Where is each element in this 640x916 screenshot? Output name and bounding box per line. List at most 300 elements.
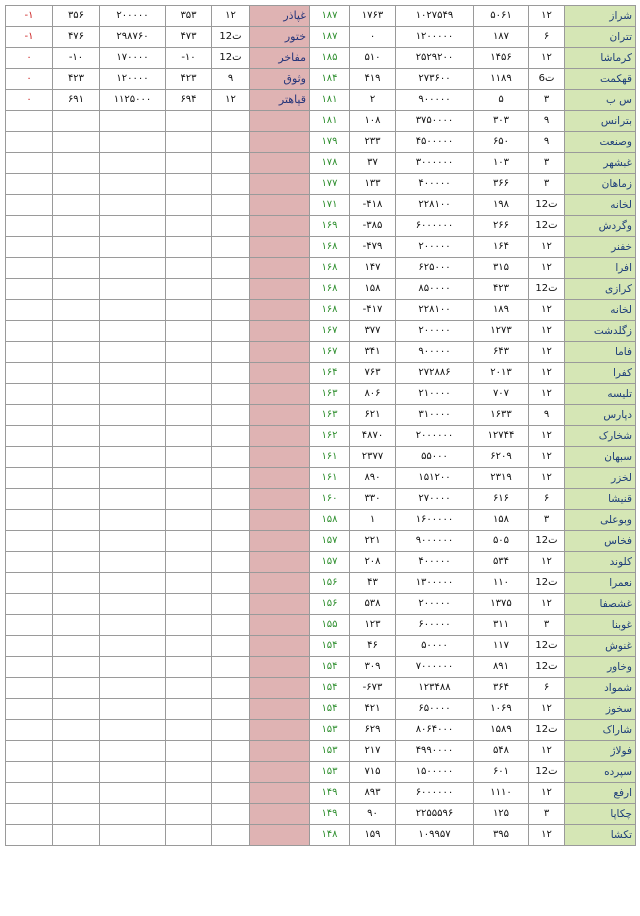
main-cell-c2[interactable]: ۲۳۱۹ (474, 468, 529, 489)
empty-cell[interactable] (250, 741, 310, 762)
paired-cell-change[interactable]: -۱ (6, 6, 53, 27)
empty-cell[interactable] (53, 279, 100, 300)
empty-cell[interactable] (6, 720, 53, 741)
main-cell-c1[interactable]: 12ت (529, 720, 565, 741)
empty-cell[interactable] (166, 720, 212, 741)
empty-cell[interactable] (212, 405, 250, 426)
empty-cell[interactable] (100, 153, 166, 174)
main-cell-name[interactable]: کلوند (565, 552, 636, 573)
empty-cell[interactable] (166, 636, 212, 657)
main-cell-c2[interactable]: ۱۵۸۹ (474, 720, 529, 741)
paired-cell-p1[interactable]: 12ت (212, 27, 250, 48)
empty-cell[interactable] (212, 216, 250, 237)
empty-cell[interactable] (212, 573, 250, 594)
empty-cell[interactable] (6, 111, 53, 132)
main-cell-c1[interactable]: ۱۲ (529, 468, 565, 489)
empty-cell[interactable] (53, 363, 100, 384)
empty-cell[interactable] (166, 342, 212, 363)
main-cell-name[interactable]: چکاپا (565, 804, 636, 825)
main-cell-c4[interactable]: ۱ (350, 510, 396, 531)
main-cell-code[interactable]: ۱۶۸ (310, 258, 350, 279)
main-cell-c1[interactable]: 12ت (529, 762, 565, 783)
main-cell-c3[interactable]: ۹۰۰۰۰۰ (396, 90, 474, 111)
paired-cell-p3[interactable]: ۱۲۰۰۰۰ (100, 69, 166, 90)
main-cell-c3[interactable]: ۲۵۲۹۲۰۰ (396, 48, 474, 69)
main-cell-name[interactable]: خفنر (565, 237, 636, 258)
main-cell-c4[interactable]: ۲۱۷ (350, 741, 396, 762)
empty-cell[interactable] (6, 216, 53, 237)
main-cell-c2[interactable]: ۱۳۷۵ (474, 594, 529, 615)
main-cell-c1[interactable]: ۹ (529, 132, 565, 153)
main-cell-code[interactable]: ۱۶۲ (310, 426, 350, 447)
empty-cell[interactable] (166, 426, 212, 447)
main-cell-c3[interactable]: ۵۵۰۰۰ (396, 447, 474, 468)
empty-cell[interactable] (212, 153, 250, 174)
empty-cell[interactable] (100, 426, 166, 447)
empty-cell[interactable] (166, 678, 212, 699)
main-cell-code[interactable]: ۱۸۷ (310, 27, 350, 48)
main-cell-c1[interactable]: 12ت (529, 195, 565, 216)
empty-cell[interactable] (250, 678, 310, 699)
main-cell-c2[interactable]: ۱۲۷۳ (474, 321, 529, 342)
empty-cell[interactable] (212, 489, 250, 510)
empty-cell[interactable] (212, 426, 250, 447)
empty-cell[interactable] (166, 153, 212, 174)
empty-cell[interactable] (6, 573, 53, 594)
paired-cell-change[interactable]: ۰ (6, 48, 53, 69)
main-cell-name[interactable]: شخارک (565, 426, 636, 447)
main-cell-c4[interactable]: ۱۴۷ (350, 258, 396, 279)
empty-cell[interactable] (166, 657, 212, 678)
main-cell-code[interactable]: ۱۵۷ (310, 552, 350, 573)
main-cell-c1[interactable]: 12ت (529, 573, 565, 594)
main-cell-c3[interactable]: ۱۵۰۰۰۰۰ (396, 762, 474, 783)
empty-cell[interactable] (212, 657, 250, 678)
empty-cell[interactable] (166, 279, 212, 300)
paired-cell-p4[interactable]: ۶۹۱ (53, 90, 100, 111)
main-cell-c3[interactable]: ۲۰۰۰۰۰ (396, 237, 474, 258)
main-cell-c1[interactable]: ۱۲ (529, 741, 565, 762)
empty-cell[interactable] (100, 405, 166, 426)
main-cell-c1[interactable]: ۱۲ (529, 552, 565, 573)
paired-cell-p3[interactable]: ۲۰۰۰۰۰ (100, 6, 166, 27)
main-cell-c1[interactable]: 6ت (529, 69, 565, 90)
main-cell-c2[interactable]: ۱۰۶۹ (474, 699, 529, 720)
empty-cell[interactable] (166, 699, 212, 720)
main-cell-c2[interactable]: ۱۶۴ (474, 237, 529, 258)
empty-cell[interactable] (53, 573, 100, 594)
empty-cell[interactable] (6, 132, 53, 153)
empty-cell[interactable] (6, 447, 53, 468)
main-cell-c4[interactable]: ۲۲۱ (350, 531, 396, 552)
main-cell-name[interactable]: قهکمت (565, 69, 636, 90)
empty-cell[interactable] (250, 195, 310, 216)
empty-cell[interactable] (6, 405, 53, 426)
paired-cell-p3[interactable]: ۲۹۸۷۶۰ (100, 27, 166, 48)
empty-cell[interactable] (212, 279, 250, 300)
empty-cell[interactable] (212, 762, 250, 783)
main-cell-c3[interactable]: ۲۰۰۰۰۰ (396, 321, 474, 342)
main-cell-code[interactable]: ۱۶۳ (310, 384, 350, 405)
main-cell-c4[interactable]: ۴۱۹ (350, 69, 396, 90)
main-cell-c3[interactable]: ۸۰۶۴۰۰۰ (396, 720, 474, 741)
main-cell-c2[interactable]: ۶۰۱ (474, 762, 529, 783)
main-cell-c4[interactable]: ۸۹۰ (350, 468, 396, 489)
main-cell-c3[interactable]: ۹۰۰۰۰۰۰ (396, 531, 474, 552)
empty-cell[interactable] (250, 321, 310, 342)
empty-cell[interactable] (212, 132, 250, 153)
main-cell-code[interactable]: ۱۸۱ (310, 90, 350, 111)
empty-cell[interactable] (212, 342, 250, 363)
empty-cell[interactable] (100, 678, 166, 699)
main-cell-code[interactable]: ۱۶۴ (310, 363, 350, 384)
main-cell-c4[interactable]: ۵۳۸ (350, 594, 396, 615)
empty-cell[interactable] (100, 615, 166, 636)
paired-cell-p2[interactable]: -۱۰ (166, 48, 212, 69)
main-cell-code[interactable]: ۱۵۳ (310, 720, 350, 741)
empty-cell[interactable] (100, 468, 166, 489)
main-cell-name[interactable]: غنوش (565, 636, 636, 657)
main-cell-c1[interactable]: ۱۲ (529, 447, 565, 468)
empty-cell[interactable] (100, 531, 166, 552)
empty-cell[interactable] (166, 510, 212, 531)
paired-cell-p1[interactable]: ۱۲ (212, 90, 250, 111)
main-cell-c1[interactable]: ۱۲ (529, 594, 565, 615)
paired-cell-p2[interactable]: ۶۹۴ (166, 90, 212, 111)
main-cell-name[interactable]: لخانه (565, 300, 636, 321)
empty-cell[interactable] (53, 489, 100, 510)
empty-cell[interactable] (100, 342, 166, 363)
empty-cell[interactable] (212, 678, 250, 699)
empty-cell[interactable] (100, 552, 166, 573)
main-cell-code[interactable]: ۱۶۰ (310, 489, 350, 510)
main-cell-c2[interactable]: ۲۶۶ (474, 216, 529, 237)
empty-cell[interactable] (166, 174, 212, 195)
main-cell-c1[interactable]: ۹ (529, 111, 565, 132)
empty-cell[interactable] (53, 426, 100, 447)
main-cell-code[interactable]: ۱۶۷ (310, 342, 350, 363)
main-cell-name[interactable]: لخانه (565, 195, 636, 216)
main-cell-code[interactable]: ۱۷۸ (310, 153, 350, 174)
empty-cell[interactable] (166, 615, 212, 636)
main-cell-c1[interactable]: ۱۲ (529, 699, 565, 720)
empty-cell[interactable] (250, 153, 310, 174)
main-cell-c2[interactable]: ۵ (474, 90, 529, 111)
main-cell-code[interactable]: ۱۵۴ (310, 678, 350, 699)
empty-cell[interactable] (166, 594, 212, 615)
paired-cell-change[interactable]: ۰ (6, 69, 53, 90)
empty-cell[interactable] (166, 573, 212, 594)
empty-cell[interactable] (100, 741, 166, 762)
main-cell-c2[interactable]: ۶۲۰۹ (474, 447, 529, 468)
main-cell-c3[interactable]: ۶۰۰۰۰۰ (396, 615, 474, 636)
empty-cell[interactable] (6, 783, 53, 804)
empty-cell[interactable] (6, 279, 53, 300)
empty-cell[interactable] (6, 741, 53, 762)
main-cell-code[interactable]: ۱۵۵ (310, 615, 350, 636)
main-cell-c4[interactable]: ۵۱۰ (350, 48, 396, 69)
main-cell-name[interactable]: افرا (565, 258, 636, 279)
main-cell-c4[interactable]: -۴۷۹ (350, 237, 396, 258)
paired-cell-p3[interactable]: ۱۱۲۵۰۰۰ (100, 90, 166, 111)
main-cell-c4[interactable]: ۹۰ (350, 804, 396, 825)
main-cell-code[interactable]: ۱۵۳ (310, 762, 350, 783)
empty-cell[interactable] (53, 174, 100, 195)
main-cell-code[interactable]: ۱۷۷ (310, 174, 350, 195)
main-cell-c1[interactable]: ۱۲ (529, 6, 565, 27)
empty-cell[interactable] (53, 342, 100, 363)
main-cell-c1[interactable]: 12ت (529, 636, 565, 657)
main-cell-c3[interactable]: ۳۷۵۰۰۰۰ (396, 111, 474, 132)
paired-cell-change[interactable]: -۱ (6, 27, 53, 48)
empty-cell[interactable] (166, 300, 212, 321)
main-cell-c1[interactable]: ۱۲ (529, 342, 565, 363)
empty-cell[interactable] (212, 825, 250, 846)
main-cell-c1[interactable]: ۳ (529, 615, 565, 636)
main-cell-c4[interactable]: ۱۷۶۳ (350, 6, 396, 27)
empty-cell[interactable] (6, 321, 53, 342)
main-cell-c4[interactable]: ۴۳ (350, 573, 396, 594)
empty-cell[interactable] (250, 447, 310, 468)
empty-cell[interactable] (212, 531, 250, 552)
main-cell-code[interactable]: ۱۵۴ (310, 699, 350, 720)
main-cell-c2[interactable]: ۶۵۰ (474, 132, 529, 153)
main-cell-c4[interactable]: ۲۳۳ (350, 132, 396, 153)
main-cell-c2[interactable]: ۶۱۶ (474, 489, 529, 510)
main-cell-name[interactable]: فخاس (565, 531, 636, 552)
empty-cell[interactable] (100, 279, 166, 300)
empty-cell[interactable] (53, 531, 100, 552)
empty-cell[interactable] (100, 825, 166, 846)
main-cell-c4[interactable]: ۷۱۵ (350, 762, 396, 783)
main-cell-c2[interactable]: ۱۶۳۳ (474, 405, 529, 426)
empty-cell[interactable] (100, 636, 166, 657)
main-cell-c2[interactable]: ۷۰۷ (474, 384, 529, 405)
main-cell-code[interactable]: ۱۶۹ (310, 216, 350, 237)
main-cell-code[interactable]: ۱۶۸ (310, 279, 350, 300)
main-cell-c4[interactable]: ۴۶ (350, 636, 396, 657)
main-cell-c2[interactable]: ۲۰۱۳ (474, 363, 529, 384)
empty-cell[interactable] (6, 363, 53, 384)
empty-cell[interactable] (166, 552, 212, 573)
empty-cell[interactable] (6, 174, 53, 195)
main-cell-c1[interactable]: ۳ (529, 804, 565, 825)
empty-cell[interactable] (250, 237, 310, 258)
paired-cell-pname[interactable]: مفاخر (250, 48, 310, 69)
empty-cell[interactable] (166, 468, 212, 489)
paired-cell-p1[interactable]: ۱۲ (212, 6, 250, 27)
empty-cell[interactable] (6, 678, 53, 699)
main-cell-code[interactable]: ۱۶۸ (310, 237, 350, 258)
empty-cell[interactable] (53, 741, 100, 762)
empty-cell[interactable] (250, 111, 310, 132)
empty-cell[interactable] (212, 300, 250, 321)
main-cell-name[interactable]: تکشا (565, 825, 636, 846)
main-cell-c1[interactable]: ۱۲ (529, 321, 565, 342)
main-cell-name[interactable]: کرازی (565, 279, 636, 300)
empty-cell[interactable] (6, 552, 53, 573)
paired-cell-p3[interactable]: ۱۷۰۰۰۰ (100, 48, 166, 69)
main-cell-c3[interactable]: ۱۲۳۴۸۸ (396, 678, 474, 699)
main-cell-c3[interactable]: ۲۷۳۶۰۰ (396, 69, 474, 90)
main-cell-c1[interactable]: ۶ (529, 489, 565, 510)
empty-cell[interactable] (6, 384, 53, 405)
empty-cell[interactable] (250, 132, 310, 153)
main-cell-c2[interactable]: ۴۲۳ (474, 279, 529, 300)
main-cell-c1[interactable]: ۳ (529, 153, 565, 174)
empty-cell[interactable] (6, 510, 53, 531)
empty-cell[interactable] (100, 594, 166, 615)
main-cell-c4[interactable]: ۴۲۱ (350, 699, 396, 720)
main-cell-c2[interactable]: ۸۹۱ (474, 657, 529, 678)
empty-cell[interactable] (53, 132, 100, 153)
main-cell-c4[interactable]: -۴۱۷ (350, 300, 396, 321)
main-cell-c1[interactable]: ۱۲ (529, 300, 565, 321)
empty-cell[interactable] (100, 111, 166, 132)
empty-cell[interactable] (212, 741, 250, 762)
main-cell-code[interactable]: ۱۷۹ (310, 132, 350, 153)
main-cell-c1[interactable]: ۳ (529, 510, 565, 531)
main-cell-c1[interactable]: ۱۲ (529, 258, 565, 279)
main-cell-c4[interactable]: ۰ (350, 27, 396, 48)
empty-cell[interactable] (6, 762, 53, 783)
empty-cell[interactable] (6, 300, 53, 321)
main-cell-c4[interactable]: ۷۶۳ (350, 363, 396, 384)
main-cell-code[interactable]: ۱۶۱ (310, 468, 350, 489)
empty-cell[interactable] (53, 195, 100, 216)
empty-cell[interactable] (166, 384, 212, 405)
paired-cell-p2[interactable]: ۴۷۳ (166, 27, 212, 48)
empty-cell[interactable] (250, 216, 310, 237)
main-cell-c3[interactable]: ۴۰۰۰۰۰ (396, 552, 474, 573)
empty-cell[interactable] (212, 804, 250, 825)
main-cell-c3[interactable]: ۲۲۸۱۰۰ (396, 195, 474, 216)
paired-cell-pname[interactable]: وثوق (250, 69, 310, 90)
empty-cell[interactable] (100, 489, 166, 510)
main-cell-name[interactable]: وگردش (565, 216, 636, 237)
empty-cell[interactable] (166, 405, 212, 426)
empty-cell[interactable] (53, 720, 100, 741)
main-cell-c1[interactable]: ۱۲ (529, 48, 565, 69)
main-cell-code[interactable]: ۱۶۳ (310, 405, 350, 426)
empty-cell[interactable] (250, 762, 310, 783)
main-cell-name[interactable]: دپارس (565, 405, 636, 426)
main-cell-c2[interactable]: ۳۱۵ (474, 258, 529, 279)
empty-cell[interactable] (53, 615, 100, 636)
main-cell-c3[interactable]: ۶۰۰۰۰۰۰ (396, 783, 474, 804)
main-cell-c3[interactable]: ۶۵۰۰۰۰ (396, 699, 474, 720)
empty-cell[interactable] (53, 594, 100, 615)
empty-cell[interactable] (212, 258, 250, 279)
empty-cell[interactable] (250, 825, 310, 846)
main-cell-name[interactable]: زماهان (565, 174, 636, 195)
empty-cell[interactable] (250, 804, 310, 825)
empty-cell[interactable] (100, 132, 166, 153)
empty-cell[interactable] (250, 783, 310, 804)
empty-cell[interactable] (250, 531, 310, 552)
main-cell-code[interactable]: ۱۸۱ (310, 111, 350, 132)
main-cell-code[interactable]: ۱۵۳ (310, 741, 350, 762)
main-cell-code[interactable]: ۱۴۹ (310, 804, 350, 825)
paired-cell-p2[interactable]: ۳۵۳ (166, 6, 212, 27)
main-cell-c3[interactable]: ۷۰۰۰۰۰۰ (396, 657, 474, 678)
empty-cell[interactable] (53, 468, 100, 489)
empty-cell[interactable] (166, 804, 212, 825)
empty-cell[interactable] (53, 405, 100, 426)
main-cell-name[interactable]: غشصفا (565, 594, 636, 615)
main-cell-c3[interactable]: ۴۵۰۰۰۰۰ (396, 132, 474, 153)
main-cell-c2[interactable]: ۵۴۸ (474, 741, 529, 762)
main-cell-c3[interactable]: ۳۰۰۰۰۰۰ (396, 153, 474, 174)
main-cell-c2[interactable]: ۱۸۹ (474, 300, 529, 321)
main-cell-code[interactable]: ۱۶۸ (310, 300, 350, 321)
main-cell-code[interactable]: ۱۵۴ (310, 636, 350, 657)
empty-cell[interactable] (212, 237, 250, 258)
main-cell-code[interactable]: ۱۶۷ (310, 321, 350, 342)
main-cell-c3[interactable]: ۱۰۹۹۵۷ (396, 825, 474, 846)
main-cell-name[interactable]: وبوعلی (565, 510, 636, 531)
empty-cell[interactable] (250, 489, 310, 510)
main-cell-name[interactable]: غوبنا (565, 615, 636, 636)
empty-cell[interactable] (166, 195, 212, 216)
empty-cell[interactable] (6, 636, 53, 657)
paired-cell-p4[interactable]: ۴۲۳ (53, 69, 100, 90)
empty-cell[interactable] (100, 804, 166, 825)
empty-cell[interactable] (6, 153, 53, 174)
empty-cell[interactable] (250, 279, 310, 300)
main-cell-c3[interactable]: ۱۰۲۷۵۴۹ (396, 6, 474, 27)
main-cell-c2[interactable]: ۱۱۱۰ (474, 783, 529, 804)
main-cell-c1[interactable]: ۱۲ (529, 825, 565, 846)
main-cell-name[interactable]: لخزر (565, 468, 636, 489)
main-cell-c2[interactable]: ۳۱۱ (474, 615, 529, 636)
main-cell-name[interactable]: غبشهر (565, 153, 636, 174)
main-cell-c2[interactable]: ۳۰۳ (474, 111, 529, 132)
empty-cell[interactable] (250, 405, 310, 426)
main-cell-c4[interactable]: ۶۲۱ (350, 405, 396, 426)
empty-cell[interactable] (166, 237, 212, 258)
empty-cell[interactable] (53, 300, 100, 321)
main-cell-c4[interactable]: ۸۹۳ (350, 783, 396, 804)
empty-cell[interactable] (166, 111, 212, 132)
empty-cell[interactable] (166, 489, 212, 510)
main-cell-c4[interactable]: ۲ (350, 90, 396, 111)
main-cell-c2[interactable]: ۱۱۷ (474, 636, 529, 657)
main-cell-c4[interactable]: ۳۳۰ (350, 489, 396, 510)
main-cell-name[interactable]: شراز (565, 6, 636, 27)
main-cell-code[interactable]: ۱۵۴ (310, 657, 350, 678)
empty-cell[interactable] (250, 174, 310, 195)
empty-cell[interactable] (6, 615, 53, 636)
empty-cell[interactable] (212, 783, 250, 804)
empty-cell[interactable] (6, 699, 53, 720)
main-cell-c4[interactable]: -۴۱۸ (350, 195, 396, 216)
main-cell-code[interactable]: ۱۶۱ (310, 447, 350, 468)
main-cell-c1[interactable]: 12ت (529, 657, 565, 678)
main-cell-c1[interactable]: ۱۲ (529, 426, 565, 447)
main-cell-c3[interactable]: ۲۰۰۰۰۰۰ (396, 426, 474, 447)
empty-cell[interactable] (166, 531, 212, 552)
main-cell-c3[interactable]: ۳۱۰۰۰۰ (396, 405, 474, 426)
main-cell-c2[interactable]: ۱۴۵۶ (474, 48, 529, 69)
empty-cell[interactable] (53, 678, 100, 699)
main-cell-c2[interactable]: ۱۸۷ (474, 27, 529, 48)
empty-cell[interactable] (166, 447, 212, 468)
empty-cell[interactable] (212, 111, 250, 132)
main-cell-c1[interactable]: 12ت (529, 531, 565, 552)
paired-cell-p4[interactable]: ۳۵۶ (53, 6, 100, 27)
main-cell-c3[interactable]: ۹۰۰۰۰۰ (396, 342, 474, 363)
